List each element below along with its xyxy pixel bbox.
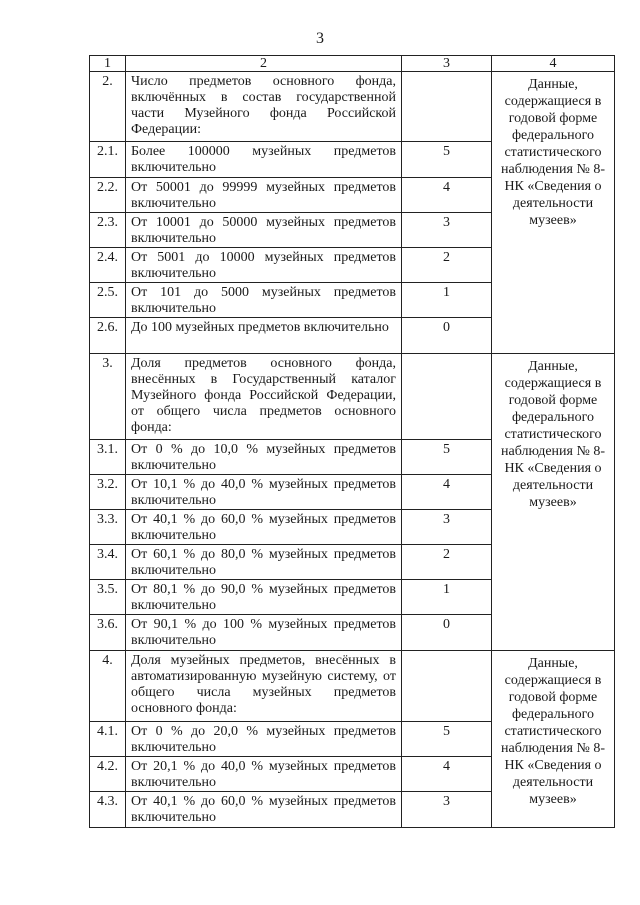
header-col-2: 2 xyxy=(126,56,402,72)
row-text: От 20,1 % до 40,0 % музейных предметов включительно xyxy=(126,757,402,792)
row-text: От 10001 до 50000 музейных предметов включительно xyxy=(126,213,402,248)
row-number: 4.1. xyxy=(90,722,126,757)
row-text: От 60,1 % до 80,0 % музейных предметов включительно xyxy=(126,545,402,580)
row-score: 2 xyxy=(402,545,492,580)
score-cell xyxy=(402,72,492,142)
row-text: От 0 % до 10,0 % музейных предметов включительно xyxy=(126,440,402,475)
row-score: 1 xyxy=(402,580,492,615)
row-score: 4 xyxy=(402,757,492,792)
criteria-table xyxy=(89,55,615,828)
row-number: 3.2. xyxy=(90,475,126,510)
row-score: 3 xyxy=(402,792,492,828)
row-score: 5 xyxy=(402,142,492,178)
section-row xyxy=(90,72,615,142)
header-col-1: 1 xyxy=(90,56,126,72)
row-number: 2.6. xyxy=(90,318,126,354)
header-col-3: 3 xyxy=(402,56,492,72)
page-number: 3 xyxy=(316,30,324,47)
row-score: 3 xyxy=(402,510,492,545)
row-text: От 101 до 5000 музейных предметов включительно xyxy=(126,283,402,318)
section-number: 4. xyxy=(90,651,126,722)
source-note: Данные, содержащиеся в годовой форме федерального статистического наблюдения № 8-НК «Сведения о деятельности музеев» xyxy=(492,72,615,354)
row-number: 2.2. xyxy=(90,178,126,213)
row-text: До 100 музейных предметов включительно xyxy=(126,318,402,354)
row-number: 3.6. xyxy=(90,615,126,651)
section-number: 2. xyxy=(90,72,126,142)
row-text: От 50001 до 99999 музейных предметов включительно xyxy=(126,178,402,213)
row-score: 5 xyxy=(402,440,492,475)
section-text: Доля музейных предметов, внесённых в автоматизированную музейную систему, от общего числа музейных предметов основного фонда: xyxy=(126,651,402,722)
row-score: 1 xyxy=(402,283,492,318)
row-text: От 0 % до 20,0 % музейных предметов включительно xyxy=(126,722,402,757)
score-cell xyxy=(402,354,492,440)
row-text: От 90,1 % до 100 % музейных предметов включительно xyxy=(126,615,402,651)
section-row xyxy=(90,354,615,440)
row-score: 0 xyxy=(402,318,492,354)
row-text: От 80,1 % до 90,0 % музейных предметов включительно xyxy=(126,580,402,615)
row-score: 2 xyxy=(402,248,492,283)
row-number: 2.4. xyxy=(90,248,126,283)
row-score: 4 xyxy=(402,475,492,510)
row-score: 5 xyxy=(402,722,492,757)
row-text: От 40,1 % до 60,0 % музейных предметов включительно xyxy=(126,792,402,828)
row-text: От 5001 до 10000 музейных предметов включительно xyxy=(126,248,402,283)
source-note: Данные, содержащиеся в годовой форме федерального статистического наблюдения № 8-НК «Сведения о деятельности музеев» xyxy=(492,651,615,828)
row-number: 4.3. xyxy=(90,792,126,828)
row-number: 2.5. xyxy=(90,283,126,318)
row-number: 3.4. xyxy=(90,545,126,580)
row-text: От 40,1 % до 60,0 % музейных предметов включительно xyxy=(126,510,402,545)
source-note: Данные, содержащиеся в годовой форме федерального статистического наблюдения № 8-НК «Сведения о деятельности музеев» xyxy=(492,354,615,651)
header-row xyxy=(90,56,615,72)
row-number: 2.3. xyxy=(90,213,126,248)
row-number: 3.5. xyxy=(90,580,126,615)
row-text: Более 100000 музейных предметов включительно xyxy=(126,142,402,178)
score-cell xyxy=(402,651,492,722)
header-col-4: 4 xyxy=(492,56,615,72)
row-number: 2.1. xyxy=(90,142,126,178)
section-number: 3. xyxy=(90,354,126,440)
row-number: 3.1. xyxy=(90,440,126,475)
row-number: 3.3. xyxy=(90,510,126,545)
section-row xyxy=(90,651,615,722)
row-score: 0 xyxy=(402,615,492,651)
section-text: Число предметов основного фонда, включённых в состав государственной части Музейного фонда Российской Федерации: xyxy=(126,72,402,142)
section-text: Доля предметов основного фонда, внесённых в Государственный каталог Музейного фонда Российской Федерации, от общего числа предметов основного фонда: xyxy=(126,354,402,440)
row-text: От 10,1 % до 40,0 % музейных предметов включительно xyxy=(126,475,402,510)
row-score: 3 xyxy=(402,213,492,248)
row-score: 4 xyxy=(402,178,492,213)
row-number: 4.2. xyxy=(90,757,126,792)
